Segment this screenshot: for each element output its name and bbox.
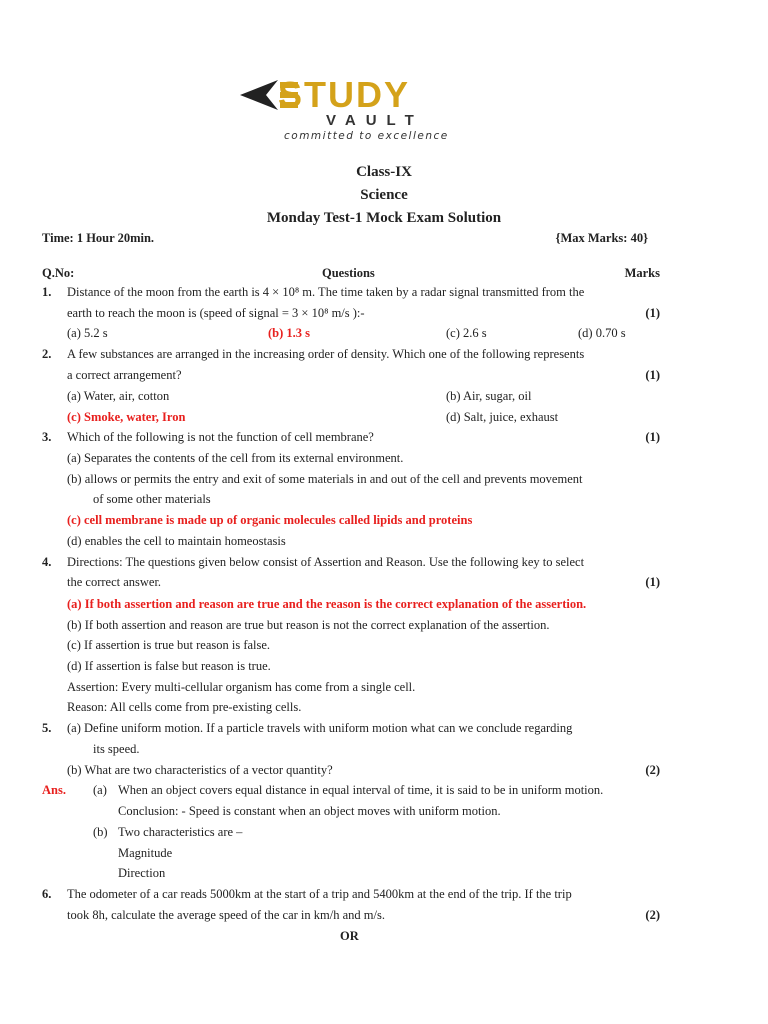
question-number: 6. [42,887,52,901]
option-c: (c) 2.6 s [446,326,487,340]
question-text: A few substances are arranged in the increasing order of density. Which one of the following represents [67,347,585,361]
question-number: 3. [42,430,52,444]
option-a: (a) 5.2 s [67,326,108,340]
option-b: (b) If both assertion and reason are true but reason is not the correct explanation of the assertion. [67,618,550,632]
reason-text: Reason: All cells come from pre-existing cells. [67,700,302,714]
option-b: (b) allows or permits the entry and exit of some materials in and out of the cell and prevents movement [67,472,583,486]
time-label: Time: 1 Hour 20min. [42,231,155,245]
option-d: (d) Salt, juice, exhaust [446,410,559,424]
question-marks: (2) [645,908,660,922]
question-marks: (1) [645,575,660,589]
option-a-correct: (a) If both assertion and reason are true and the reason is the correct explanation of the assertion. [67,597,587,611]
question-marks: (2) [645,763,660,777]
question-text: Distance of the moon from the earth is 4 × 10⁸ m. The time taken by a radar signal transmitted from the [67,285,585,299]
answer-part-tag: (a) [93,783,107,797]
marks-column-header: Marks [624,266,660,280]
question-text: took 8h, calculate the average speed of the car in km/h and m/s. [67,908,385,922]
max-marks-label: {Max Marks: 40} [555,231,648,245]
question-text: Which of the following is not the function of cell membrane? [67,430,374,444]
answer-label: Ans. [42,783,66,797]
option-c-correct: (c) Smoke, water, Iron [67,410,186,424]
answer-part-tag: (b) [93,825,108,839]
question-number: 4. [42,555,52,569]
subject-heading: Science [360,187,408,203]
option-c-correct: (c) cell membrane is made up of organic molecules called lipids and proteins [67,513,473,527]
option-b-correct: (b) 1.3 s [268,326,311,340]
question-text: The odometer of a car reads 5000km at the start of a trip and 5400km at the end of the trip. If the trip [67,887,572,901]
question-number: 2. [42,347,52,361]
option-d: (d) enables the cell to maintain homeostasis [67,534,286,548]
class-heading: Class-IX [356,164,412,180]
question-text: its speed. [93,742,140,756]
page-title: Monday Test-1 Mock Exam Solution [266,210,502,226]
option-c: (c) If assertion is true but reason is false. [67,638,271,652]
option-b-continued: of some other materials [93,492,211,506]
or-separator: OR [340,929,359,943]
qno-column-header: Q.No: [42,266,75,280]
question-marks: (1) [645,368,660,382]
answer-text: Two characteristics are – [118,825,243,839]
logo-word: STUDY [278,74,411,115]
question-number: 1. [42,285,52,299]
option-a: (a) Separates the contents of the cell from its external environment. [67,451,404,465]
study-vault-logo [238,72,468,152]
option-b: (b) Air, sugar, oil [446,389,532,403]
question-number: 5. [42,721,52,735]
questions-column-header: Questions [322,266,375,280]
question-text: a correct arrangement? [67,368,182,382]
answer-text: Direction [118,866,166,880]
question-text: (a) Define uniform motion. If a particle travels with uniform motion what can we conclude regarding [67,721,573,735]
question-text: (b) What are two characteristics of a vector quantity? [67,763,333,777]
question-marks: (1) [645,306,660,320]
answer-text: When an object covers equal distance in equal interval of time, it is said to be in uniform motion. [118,783,604,797]
question-text: the correct answer. [67,575,162,589]
logo-subword: VAULT [326,112,424,129]
question-text: earth to reach the moon is (speed of signal = 3 × 10⁸ m/s ):- [67,306,365,320]
answer-text: Magnitude [118,846,173,860]
option-d: (d) If assertion is false but reason is true. [67,659,271,673]
option-d: (d) 0.70 s [578,326,626,340]
assertion-text: Assertion: Every multi-cellular organism has come from a single cell. [67,680,416,694]
question-text: Directions: The questions given below consist of Assertion and Reason. Use the following key to select [67,555,585,569]
question-marks: (1) [645,430,660,444]
option-a: (a) Water, air, cotton [67,389,170,403]
answer-text: Conclusion: - Speed is constant when an object moves with uniform motion. [118,804,501,818]
logo-tagline: committed to excellence [284,130,449,142]
